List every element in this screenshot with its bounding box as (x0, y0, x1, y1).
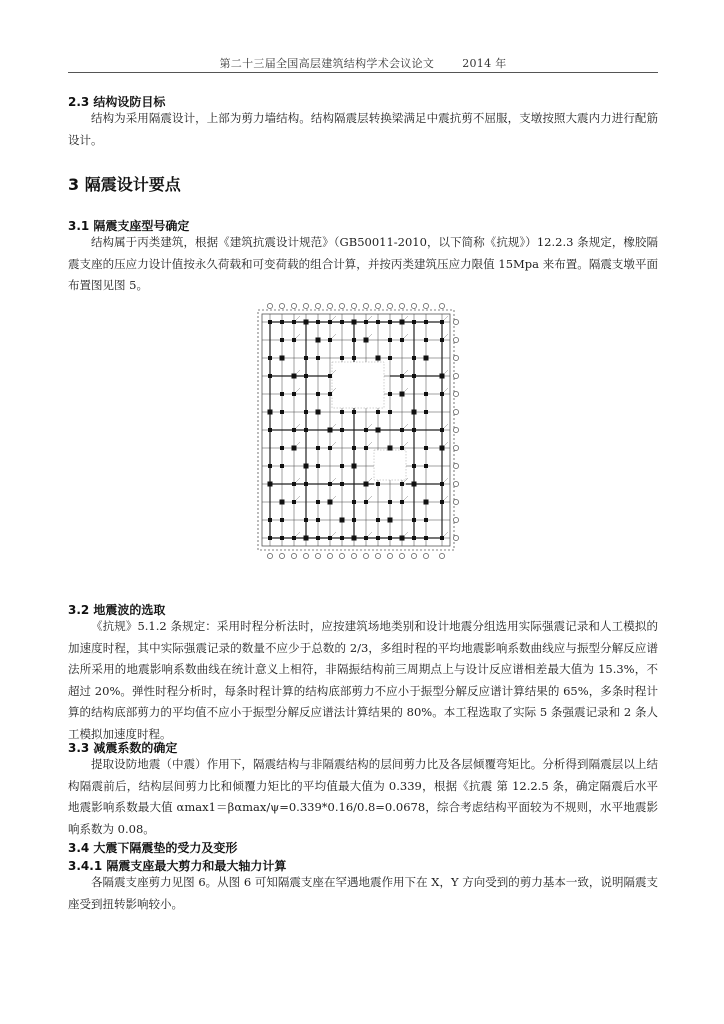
axis-bubble-top (351, 303, 356, 308)
isolation-bearing (352, 464, 357, 469)
isolation-bearing (268, 320, 272, 324)
bearing-label-leader (444, 532, 448, 536)
bearing-label-leader (368, 496, 372, 500)
isolation-bearing (328, 500, 333, 505)
isolation-bearing (328, 536, 332, 540)
isolation-bearing (316, 338, 321, 343)
bearing-label-leader (296, 424, 300, 428)
bearing-label-leader (296, 442, 300, 446)
axis-bubble-bottom (279, 553, 284, 558)
isolation-bearing (292, 446, 297, 451)
axis-bubble-top (375, 303, 380, 308)
axis-bubble-top (411, 303, 416, 308)
isolation-bearing (412, 428, 416, 432)
isolation-bearing (316, 464, 320, 468)
bearing-label-leader (296, 532, 300, 536)
isolation-bearing (424, 500, 429, 505)
axis-bubble-top (399, 303, 404, 308)
bearing-label-leader (296, 496, 300, 500)
axis-bubble-top (439, 303, 444, 308)
axis-bubble-bottom (303, 553, 308, 558)
bearing-label-leader (296, 334, 300, 338)
isolation-bearing (440, 374, 445, 379)
isolation-bearing (340, 482, 344, 486)
bearing-label-leader (444, 334, 448, 338)
bearing-label-leader (368, 316, 372, 320)
axis-bubble-bottom (387, 553, 392, 558)
isolation-bearing (364, 338, 369, 343)
isolation-bearing (376, 356, 381, 361)
isolation-bearing (412, 536, 416, 540)
bearing-label-leader (296, 370, 300, 374)
isolation-bearing (280, 392, 284, 396)
isolation-bearing (328, 320, 332, 324)
isolation-bearing (340, 428, 344, 432)
isolation-bearing (268, 464, 272, 468)
isolation-bearing (280, 356, 285, 361)
isolation-bearing (388, 392, 392, 396)
section-3-3-heading: 3.3 减震系数的确定 (68, 741, 178, 755)
isolation-bearing (268, 518, 272, 522)
isolation-bearing (400, 500, 404, 504)
bearing-label-leader (368, 478, 372, 482)
axis-bubble-right (453, 499, 458, 504)
axis-bubble-right (453, 337, 458, 342)
bearing-label-leader (404, 532, 408, 536)
bearing-label-leader (332, 532, 336, 536)
isolation-bearing (440, 500, 444, 504)
chapter-3-heading: 3 隔震设计要点 (68, 175, 181, 194)
isolation-bearing (424, 446, 428, 450)
isolation-bearing (352, 518, 356, 522)
isolation-bearing (340, 536, 344, 540)
bearing-label-leader (404, 334, 408, 338)
axis-bubble-top (303, 303, 308, 308)
bearing-label-leader (444, 370, 448, 374)
bearing-label-leader (296, 478, 300, 482)
isolation-bearing (424, 464, 428, 468)
isolation-bearing (292, 374, 297, 379)
isolation-bearing (412, 356, 416, 360)
axis-bubble-right (453, 463, 458, 468)
isolation-bearing (352, 410, 356, 414)
isolation-bearing (292, 536, 296, 540)
isolation-bearing (316, 356, 320, 360)
axis-bubble-bottom (411, 553, 416, 558)
axis-bubble-bottom (291, 553, 296, 558)
isolation-bearing (292, 428, 296, 432)
isolation-bearing (424, 410, 428, 414)
isolation-bearing (400, 338, 404, 342)
bearing-label-leader (444, 424, 448, 428)
bearing-label-leader (404, 496, 408, 500)
isolation-bearing (400, 446, 404, 450)
isolation-bearing (316, 500, 320, 504)
isolation-bearing (304, 464, 309, 469)
axis-bubble-bottom (399, 553, 404, 558)
bearing-label-leader (444, 496, 448, 500)
section-3-1-body: 结构属于丙类建筑，根据《建筑抗震设计规范》（GB50011-2010，以下简称《抗规》）12.2.3 条规定，橡胶隔震支座的压应力设计值按永久荷载和可变荷载的组合计算，并按丙类建筑压应力限值 15Mpa 来布置。隔震支墩平面布置图见图 5。 (68, 235, 658, 293)
isolation-bearing (280, 464, 284, 468)
isolation-bearing (316, 410, 321, 415)
isolation-bearing (364, 482, 369, 487)
axis-bubbles (267, 303, 458, 558)
isolation-bearing (400, 392, 405, 397)
axis-bubble-bottom (267, 553, 272, 558)
axis-bubble-bottom (327, 553, 332, 558)
axis-bubble-bottom (363, 553, 368, 558)
isolation-bearing (292, 338, 296, 342)
isolation-bearing (268, 482, 273, 487)
isolation-bearing (388, 338, 392, 342)
isolation-bearing (292, 320, 296, 324)
axis-bubble-bottom (315, 553, 320, 558)
isolation-bearing (268, 428, 272, 432)
section-3-2-heading: 3.2 地震波的选取 (68, 603, 166, 617)
section-3-2-body: 《抗规》5.1.2 条规定：采用时程分析法时，应按建筑场地类别和设计地震分组选用实际强震记录和人工模拟的加速度时程，其中实际强震记录的数量不应少于总数的 2/3，多组时程的平均地震影响系数曲线应与振型分解反应谱法所采用的地震影响系数曲线在统计意义上相符，非隔振结构前三周期点上与设计反应谱相差最大值为 15.3%，不超过 20%。弹性时程分析时，每条时程计算的结构底部剪力不应小于振型分解反应谱计算结果的 65%，多条时程计算的结构底部剪力的平均值不应小于振型分解反应谱法计算结果的 80%。本工程选取了实际 5 条强震记录和 2 条人工模拟加速度时程。 (68, 619, 658, 741)
isolation-bearing (376, 320, 380, 324)
bearing-label-leader (368, 334, 372, 338)
isolation-bearing (412, 482, 417, 487)
isolation-bearing (268, 536, 272, 540)
isolation-bearing (364, 446, 368, 450)
isolation-bearing (388, 518, 393, 523)
section-3-1-heading: 3.1 隔震支座型号确定 (68, 219, 190, 233)
isolation-bearing (304, 374, 308, 378)
bearing-label-leader (332, 478, 336, 482)
axis-bubble-top (387, 303, 392, 308)
isolation-bearing (268, 356, 272, 360)
isolation-bearing (328, 338, 332, 342)
isolation-bearing (352, 356, 356, 360)
isolation-bearing (424, 320, 428, 324)
isolation-bearing (316, 446, 320, 450)
isolation-bearing (304, 356, 308, 360)
section-3-3-body: 提取设防地震（中震）作用下，隔震结构与非隔震结构的层间剪力比及各层倾覆弯矩比。分析得到隔震层以上结构隔震前后，结构层间剪力比和倾覆力矩比的平均值最大值为 0.339，根据《抗震 第 12.2.5 条，确定隔震后水平地震影响系数最大值 αmax1＝βαmax/ψ=0.339*0.16/0.8=0.0678，综合考虑结构平面较为不规则，水平地震影响系数为 0.08。 (68, 757, 658, 836)
bearing-label-leader (332, 442, 336, 446)
isolation-bearing (340, 464, 344, 468)
bearing-label-leader (444, 388, 448, 392)
isolation-bearing (280, 446, 284, 450)
isolation-bearing (352, 320, 357, 325)
isolation-bearing (388, 320, 392, 324)
isolation-bearing (424, 536, 428, 540)
bearing-label-leader (368, 442, 372, 446)
isolation-bearing (424, 356, 429, 361)
isolation-bearing (304, 320, 309, 325)
isolation-bearing (400, 374, 404, 378)
axis-bubble-top (291, 303, 296, 308)
isolation-bearing (352, 446, 356, 450)
isolation-bearing (376, 536, 380, 540)
isolation-bearing (376, 518, 380, 522)
isolation-bearing (412, 374, 416, 378)
axis-bubble-top (267, 303, 272, 308)
bearing-label-leader (332, 496, 336, 500)
isolation-bearing (412, 464, 416, 468)
axis-bubble-right (453, 319, 458, 324)
axis-bubble-right (453, 355, 458, 360)
isolation-bearing (280, 338, 284, 342)
axis-bubble-right (453, 445, 458, 450)
isolation-bearing (316, 320, 320, 324)
isolation-bearing (424, 392, 428, 396)
axis-bubble-top (315, 303, 320, 308)
bearing-label-leader (404, 370, 408, 374)
bearing-label-leader (404, 442, 408, 446)
isolation-bearing (376, 410, 380, 414)
isolation-bearing (304, 536, 309, 541)
isolation-bearing (328, 482, 332, 486)
isolation-bearing (292, 392, 296, 396)
conference-name: 第二十三届全国高层建筑结构学术会议论文 (219, 57, 435, 70)
isolation-bearing (316, 536, 320, 540)
isolation-bearing (412, 320, 416, 324)
isolation-bearing (388, 356, 392, 360)
isolation-bearing (328, 392, 332, 396)
isolation-bearing (440, 428, 444, 432)
axis-bubble-right (453, 391, 458, 396)
isolation-bearing (440, 338, 444, 342)
isolation-bearing (388, 536, 392, 540)
isolation-bearing (340, 518, 345, 523)
axis-bubble-right (453, 517, 458, 522)
isolation-bearing (400, 536, 405, 541)
isolation-bearing (280, 320, 284, 324)
bearing-label-leader (296, 388, 300, 392)
bearing-label-leader (404, 424, 408, 428)
section-3-4-1-body: 各隔震支座剪力见图 6。从图 6 可知隔震支座在罕遇地震作用下在 X，Y 方向受到的剪力基本一致，说明隔震支座受到扭转影响较小。 (68, 875, 658, 911)
bearing-label-leader (368, 532, 372, 536)
isolation-bearing (352, 500, 356, 504)
isolation-bearing (340, 320, 344, 324)
isolation-bearing (316, 518, 320, 522)
section-2-3-body: 结构为采用隔震设计，上部为剪力墙结构。结构隔震层转换梁满足中震抗剪不屈服，支墩按照大震内力进行配筋设计。 (68, 111, 658, 147)
axis-bubble-right (453, 427, 458, 432)
isolation-bearing (352, 338, 356, 342)
bearing-label-leader (332, 316, 336, 320)
bearing-label-leader (332, 424, 336, 428)
isolation-bearing (412, 518, 416, 522)
isolation-bearing (316, 392, 320, 396)
axis-bubble-right (453, 535, 458, 540)
isolation-bearing (440, 536, 444, 540)
isolation-bearing (364, 536, 368, 540)
isolation-bearing (376, 482, 380, 486)
isolation-bearing (364, 320, 368, 324)
isolation-bearing (268, 410, 273, 415)
isolation-bearing (412, 410, 417, 415)
isolation-bearing (280, 500, 285, 505)
isolation-bearing (280, 518, 284, 522)
isolation-bearing (340, 410, 344, 414)
isolation-bearing (304, 518, 308, 522)
bearing-label-leader (404, 388, 408, 392)
isolation-bearing (364, 428, 368, 432)
bearing-label-leader (296, 316, 300, 320)
axis-bubble-right (453, 409, 458, 414)
section-2-3-heading: 2.3 结构设防目标 (68, 95, 166, 109)
section-3-4-heading: 3.4 大震下隔震垫的受力及变形 (68, 841, 238, 855)
isolation-bearing (440, 446, 445, 451)
isolation-bearing (280, 410, 284, 414)
isolation-bearing (328, 374, 332, 378)
isolation-bearing (440, 392, 444, 396)
isolation-bearing (440, 320, 444, 324)
isolation-bearing (424, 518, 428, 522)
isolation-bearing (388, 446, 393, 451)
isolation-bearing (376, 428, 381, 433)
isolation-bearing (304, 482, 308, 486)
isolation-bearing (304, 428, 308, 432)
isolation-bearing (424, 338, 428, 342)
header-rule (68, 72, 658, 73)
axis-bubble-bottom (423, 553, 428, 558)
isolation-bearing (268, 374, 272, 378)
isolation-pier-plan-drawing (256, 300, 461, 568)
isolation-bearing (388, 410, 392, 414)
bearing-label-leader (368, 424, 372, 428)
header-year: 2014 年 (462, 57, 507, 70)
axis-bubble-bottom (375, 553, 380, 558)
bearing-label-leader (444, 442, 448, 446)
axis-bubble-top (363, 303, 368, 308)
isolation-bearing (328, 446, 332, 450)
bearing-label-leader (444, 478, 448, 482)
isolation-bearing (440, 482, 444, 486)
isolation-bearing (352, 536, 357, 541)
axis-bubble-top (423, 303, 428, 308)
isolation-bearing (400, 428, 404, 432)
axis-bubble-bottom (439, 553, 444, 558)
axis-bubble-right (453, 481, 458, 486)
isolation-bearing (388, 500, 392, 504)
axis-bubble-top (279, 303, 284, 308)
axis-bubble-bottom (339, 553, 344, 558)
isolation-bearing (292, 500, 296, 504)
bearing-label-leader (444, 316, 448, 320)
isolation-bearing (280, 536, 284, 540)
axis-bubble-right (453, 373, 458, 378)
isolation-bearing (364, 500, 368, 504)
axis-bubble-top (339, 303, 344, 308)
running-header (68, 55, 658, 71)
axis-bubble-bottom (351, 553, 356, 558)
isolation-bearing (328, 428, 333, 433)
isolation-bearing (340, 356, 344, 360)
courtyard-void (332, 362, 406, 480)
isolation-bearing (400, 482, 404, 486)
isolation-bearing (304, 410, 308, 414)
isolation-bearing (292, 482, 296, 486)
bearing-label-leader (332, 334, 336, 338)
axis-bubble-top (327, 303, 332, 308)
section-3-4-1-heading: 3.4.1 隔震支座最大剪力和最大轴力计算 (68, 859, 287, 873)
bearing-label-leader (404, 316, 408, 320)
isolation-bearing (400, 320, 405, 325)
